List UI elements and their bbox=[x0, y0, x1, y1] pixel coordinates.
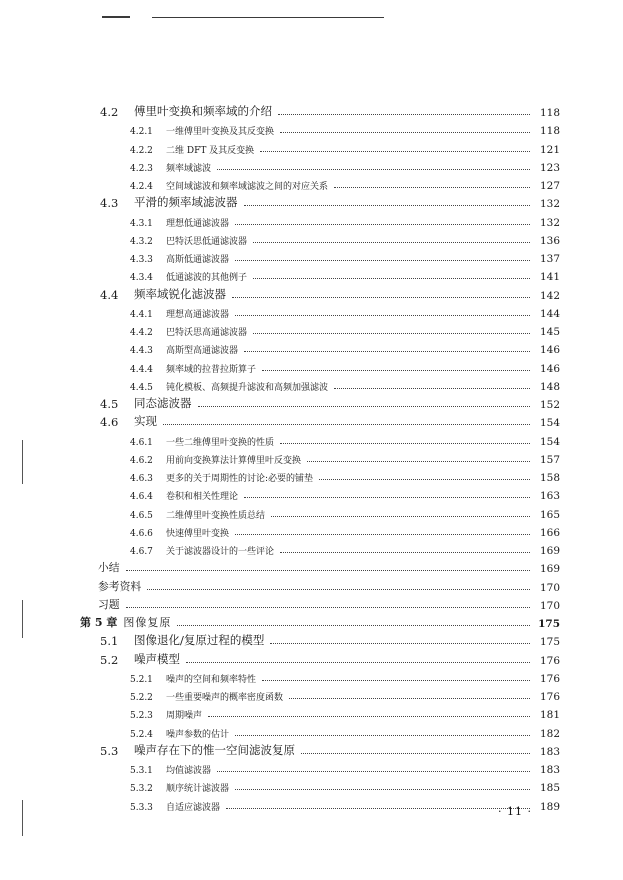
toc-entry-title: 快速傅里叶变换 bbox=[166, 528, 230, 539]
toc-entry-page: 152 bbox=[539, 399, 560, 411]
toc-entry-number: 4.3.3 bbox=[130, 255, 153, 265]
toc-entry-title: 噪声的空间和频率特性 bbox=[166, 674, 257, 685]
toc-entry-title: 实现 bbox=[134, 414, 157, 429]
dot-leader bbox=[278, 114, 530, 115]
toc-entry-number: 4.5 bbox=[100, 397, 119, 411]
toc-entry-page: 175 bbox=[539, 636, 560, 649]
toc-entry[interactable] bbox=[130, 229, 560, 247]
toc-entry[interactable] bbox=[130, 302, 560, 320]
toc-entry-page: 169 bbox=[539, 545, 560, 557]
toc-entry[interactable] bbox=[100, 630, 560, 648]
dot-leader bbox=[217, 771, 530, 772]
toc-entry[interactable] bbox=[98, 576, 560, 594]
toc-entry[interactable] bbox=[130, 357, 560, 375]
toc-entry-number: 4.2 bbox=[100, 105, 119, 119]
toc-entry[interactable] bbox=[100, 192, 560, 210]
dot-leader bbox=[235, 534, 530, 535]
dot-leader bbox=[280, 443, 530, 444]
toc-entry-number: 4.4.2 bbox=[130, 328, 153, 338]
toc-entry-number: 5.3.2 bbox=[130, 784, 153, 795]
toc-entry-page: 163 bbox=[539, 490, 560, 503]
toc-entry[interactable] bbox=[100, 101, 560, 119]
toc-entry-number: 5.2.2 bbox=[130, 693, 153, 703]
toc-entry-number: 4.6.6 bbox=[130, 528, 153, 539]
dot-leader bbox=[260, 151, 530, 152]
toc-entry[interactable] bbox=[100, 284, 560, 302]
toc-entry[interactable] bbox=[130, 119, 560, 137]
toc-entry-page: 181 bbox=[539, 709, 560, 722]
dot-leader bbox=[208, 716, 530, 717]
toc-entry[interactable] bbox=[130, 466, 560, 484]
toc-entry[interactable] bbox=[100, 411, 560, 429]
toc-entry[interactable] bbox=[130, 776, 560, 794]
dot-leader bbox=[253, 333, 530, 334]
toc-entry[interactable] bbox=[130, 758, 560, 776]
toc-entry-page: 183 bbox=[539, 745, 560, 758]
dot-leader bbox=[271, 516, 530, 517]
toc-entry[interactable] bbox=[130, 375, 560, 393]
dot-leader bbox=[235, 735, 530, 736]
toc-entry-page: 121 bbox=[539, 143, 560, 156]
toc-entry[interactable] bbox=[100, 740, 560, 758]
toc-entry-number: 4.6.3 bbox=[130, 474, 153, 484]
toc-entry-number: 4.6.5 bbox=[130, 510, 153, 521]
toc-entry-title: 频率域滤波 bbox=[166, 163, 212, 174]
toc-entry-page: 165 bbox=[539, 508, 560, 521]
toc-entry-number: 5.2.3 bbox=[130, 711, 153, 722]
toc-entry-title: 一维傅里叶变换及其反变换 bbox=[166, 127, 275, 138]
toc-entry-title: 关于滤波器设计的一些评论 bbox=[166, 547, 275, 557]
toc-entry-title: 巴特沃思高通滤波器 bbox=[166, 328, 248, 338]
toc-entry-page: 170 bbox=[539, 599, 560, 612]
dot-leader bbox=[244, 351, 530, 352]
header-rule-right bbox=[152, 17, 384, 18]
dot-leader bbox=[235, 315, 530, 316]
dot-leader bbox=[163, 424, 530, 425]
toc-entry-title: 周期噪声 bbox=[166, 711, 203, 722]
toc-entry-number: 5.2.1 bbox=[130, 674, 153, 685]
toc-entry-title: 同态滤波器 bbox=[134, 396, 192, 410]
toc-entry-number: 第 5 章 bbox=[80, 616, 118, 629]
toc-entry-page: 136 bbox=[539, 234, 560, 247]
toc-entry-page: 142 bbox=[539, 289, 560, 302]
toc-entry-title: 小结 bbox=[98, 561, 120, 575]
binding-mark bbox=[22, 800, 23, 836]
binding-mark bbox=[22, 440, 23, 484]
toc-entry-page: 189 bbox=[539, 800, 560, 813]
toc-entry-page: 132 bbox=[539, 216, 560, 229]
dot-leader bbox=[126, 607, 530, 608]
dot-leader bbox=[253, 242, 530, 243]
toc-entry-page: 118 bbox=[539, 107, 560, 119]
toc-entry-page: 141 bbox=[539, 271, 560, 284]
header-rule-left bbox=[102, 16, 130, 18]
toc-entry[interactable] bbox=[130, 265, 560, 283]
toc-entry-page: 127 bbox=[539, 180, 560, 192]
toc-entry-title: 理想高通滤波器 bbox=[166, 309, 230, 320]
toc-entry-page: 170 bbox=[539, 581, 560, 594]
toc-entry-title: 平滑的频率域滤波器 bbox=[134, 195, 238, 210]
toc-entry-title: 自适应滤波器 bbox=[166, 802, 221, 813]
toc-entry-number: 4.3.4 bbox=[130, 273, 153, 284]
toc-entry-number: 4.6.2 bbox=[130, 455, 153, 466]
toc-entry-number: 4.3 bbox=[100, 196, 119, 211]
toc-entry[interactable] bbox=[100, 393, 560, 411]
toc-entry-title: 卷积和相关性理论 bbox=[166, 492, 239, 503]
toc-entry[interactable] bbox=[130, 722, 560, 740]
toc-entry-page: 183 bbox=[539, 764, 560, 776]
dot-leader bbox=[232, 297, 530, 298]
toc-entry[interactable] bbox=[130, 211, 560, 229]
toc-entry-page: 137 bbox=[539, 253, 560, 265]
dot-leader bbox=[307, 461, 530, 462]
toc-entry-title: 钝化模板、高频提升滤波和高频加强滤波 bbox=[166, 382, 329, 393]
toc-entry-title: 用前向变换算法计算傅里叶反变换 bbox=[166, 455, 302, 466]
toc-entry[interactable] bbox=[98, 557, 560, 575]
toc-entry-title: 更多的关于周期性的讨论:必要的铺垫 bbox=[166, 474, 314, 484]
toc-entry[interactable] bbox=[130, 338, 560, 356]
toc-entry[interactable] bbox=[130, 448, 560, 466]
toc-entry-number: 5.3.3 bbox=[130, 802, 153, 813]
toc-entry[interactable] bbox=[130, 539, 560, 557]
toc-entry-title: 空间域滤波和频率域滤波之间的对应关系 bbox=[166, 182, 329, 192]
toc-entry[interactable] bbox=[130, 703, 560, 721]
toc-entry[interactable] bbox=[130, 174, 560, 192]
toc-entry[interactable] bbox=[98, 594, 560, 612]
toc-entry-page: 185 bbox=[539, 782, 560, 795]
toc-entry-number: 4.3.2 bbox=[130, 236, 153, 247]
dot-leader bbox=[177, 625, 530, 626]
toc-entry-title: 一些二维傅里叶变换的性质 bbox=[166, 437, 275, 448]
page-number: · 11 · bbox=[498, 805, 532, 818]
toc-entry[interactable] bbox=[130, 484, 560, 502]
toc-entry-page: 123 bbox=[539, 161, 560, 174]
toc-entry[interactable] bbox=[130, 430, 560, 448]
toc-entry-page: 154 bbox=[539, 417, 560, 430]
dot-leader bbox=[186, 662, 530, 663]
toc-entry-number: 4.6.1 bbox=[130, 437, 153, 448]
toc-entry[interactable] bbox=[130, 685, 560, 703]
toc-entry-number: 4.2.3 bbox=[130, 163, 153, 174]
toc-entry-title: 频率域锐化滤波器 bbox=[134, 286, 226, 301]
toc-entry[interactable] bbox=[130, 667, 560, 685]
toc-entry-page: 182 bbox=[539, 727, 560, 740]
toc-entry-number: 4.2.1 bbox=[130, 127, 153, 138]
toc-entry-page: 176 bbox=[539, 654, 560, 667]
toc-entry-title: 理想低通滤波器 bbox=[166, 218, 230, 229]
toc-entry-page: 146 bbox=[539, 362, 560, 375]
toc-entry-page: 118 bbox=[539, 125, 560, 138]
dot-leader bbox=[334, 388, 530, 389]
dot-leader bbox=[244, 205, 531, 206]
toc-entry-number: 4.2.4 bbox=[130, 182, 153, 192]
toc-entry[interactable] bbox=[130, 795, 560, 813]
dot-leader bbox=[319, 479, 530, 480]
toc-entry-page: 144 bbox=[539, 307, 560, 320]
dot-leader bbox=[301, 753, 530, 754]
toc-entry-page: 154 bbox=[539, 435, 560, 448]
dot-leader bbox=[235, 260, 530, 261]
dot-leader bbox=[147, 589, 530, 590]
toc-entry-title: 低通滤波的其他例子 bbox=[166, 273, 248, 284]
toc-entry[interactable] bbox=[130, 503, 560, 521]
dot-leader bbox=[334, 187, 530, 188]
dot-leader bbox=[262, 680, 530, 681]
toc-entry-number: 4.6 bbox=[100, 415, 119, 430]
toc-entry[interactable] bbox=[100, 649, 560, 667]
toc-entry-title: 一些重要噪声的概率密度函数 bbox=[166, 693, 284, 703]
toc-entry-number: 4.4 bbox=[100, 287, 119, 302]
toc-entry-page: 169 bbox=[539, 563, 560, 576]
toc-entry-number: 5.3.1 bbox=[130, 766, 153, 776]
toc-entry[interactable] bbox=[130, 320, 560, 338]
binding-mark bbox=[22, 600, 23, 638]
toc-entry-title: 噪声参数的估计 bbox=[166, 729, 230, 740]
dot-leader bbox=[270, 643, 530, 644]
toc-entry-number: 4.3.1 bbox=[130, 218, 153, 229]
toc-entry-page: 157 bbox=[539, 453, 560, 466]
dot-leader bbox=[262, 370, 530, 371]
toc-entry-title: 频率域的拉普拉斯算子 bbox=[166, 364, 257, 375]
toc-entry-number: 4.6.4 bbox=[130, 492, 153, 503]
toc-entry-title: 噪声存在下的惟一空间滤波复原 bbox=[134, 742, 295, 757]
dot-leader bbox=[280, 132, 530, 133]
toc-entry[interactable] bbox=[80, 612, 560, 630]
toc-entry-number: 4.4.5 bbox=[130, 382, 153, 393]
dot-leader bbox=[198, 406, 531, 407]
toc-entry-page: 175 bbox=[538, 618, 560, 630]
toc-entry-title: 图像复原 bbox=[123, 616, 172, 629]
toc-entry-page: 132 bbox=[539, 198, 560, 211]
toc-entry-page: 166 bbox=[539, 526, 560, 539]
toc-entry-title: 习题 bbox=[98, 597, 120, 611]
toc-entry-number: 5.1 bbox=[100, 634, 119, 649]
toc-entry[interactable] bbox=[130, 156, 560, 174]
dot-leader bbox=[235, 224, 530, 225]
toc-entry-page: 145 bbox=[539, 326, 560, 338]
dot-leader bbox=[280, 552, 530, 553]
toc-entry[interactable] bbox=[130, 247, 560, 265]
toc-entry-page: 146 bbox=[539, 344, 560, 357]
toc-entry-title: 巴特沃思低通滤波器 bbox=[166, 236, 248, 247]
dot-leader bbox=[289, 698, 530, 699]
toc-entry-page: 148 bbox=[539, 380, 560, 393]
toc-entry-number: 4.4.3 bbox=[130, 346, 153, 357]
toc-entry-title: 高斯低通滤波器 bbox=[166, 255, 230, 265]
dot-leader bbox=[126, 570, 530, 571]
dot-leader bbox=[253, 278, 530, 279]
toc-entry-number: 4.2.2 bbox=[130, 145, 153, 156]
toc-entry-title: 二维傅里叶变换性质总结 bbox=[166, 510, 266, 521]
toc-entry-number: 5.2 bbox=[100, 652, 119, 667]
toc-entry-title: 高斯型高通滤波器 bbox=[166, 346, 239, 357]
toc-entry-title: 顺序统计滤波器 bbox=[166, 784, 230, 795]
dot-leader bbox=[217, 169, 530, 170]
dot-leader bbox=[244, 497, 530, 498]
toc-entry-number: 4.4.4 bbox=[130, 364, 153, 375]
dot-leader bbox=[226, 808, 530, 809]
toc-entry-page: 176 bbox=[539, 672, 560, 685]
toc-entry-title: 图像退化/复原过程的模型 bbox=[134, 633, 265, 648]
toc-entry-page: 158 bbox=[539, 472, 560, 484]
dot-leader bbox=[235, 789, 530, 790]
toc-entry[interactable] bbox=[130, 138, 560, 156]
toc-entry-number: 5.3 bbox=[100, 743, 119, 758]
toc-entry-title: 噪声模型 bbox=[134, 651, 180, 666]
toc-entry-title: 参考资料 bbox=[98, 579, 142, 593]
toc-entry[interactable] bbox=[130, 521, 560, 539]
toc-entry-number: 5.2.4 bbox=[130, 729, 153, 740]
toc-entry-number: 4.4.1 bbox=[130, 309, 153, 320]
toc-entry-title: 均值滤波器 bbox=[166, 766, 212, 776]
toc-entry-number: 4.6.7 bbox=[130, 547, 153, 557]
toc-entry-page: 176 bbox=[539, 691, 560, 703]
toc-entry-title: 二维 DFT 及其反变换 bbox=[166, 145, 255, 156]
toc-entry-title: 傅里叶变换和频率域的介绍 bbox=[134, 104, 272, 118]
